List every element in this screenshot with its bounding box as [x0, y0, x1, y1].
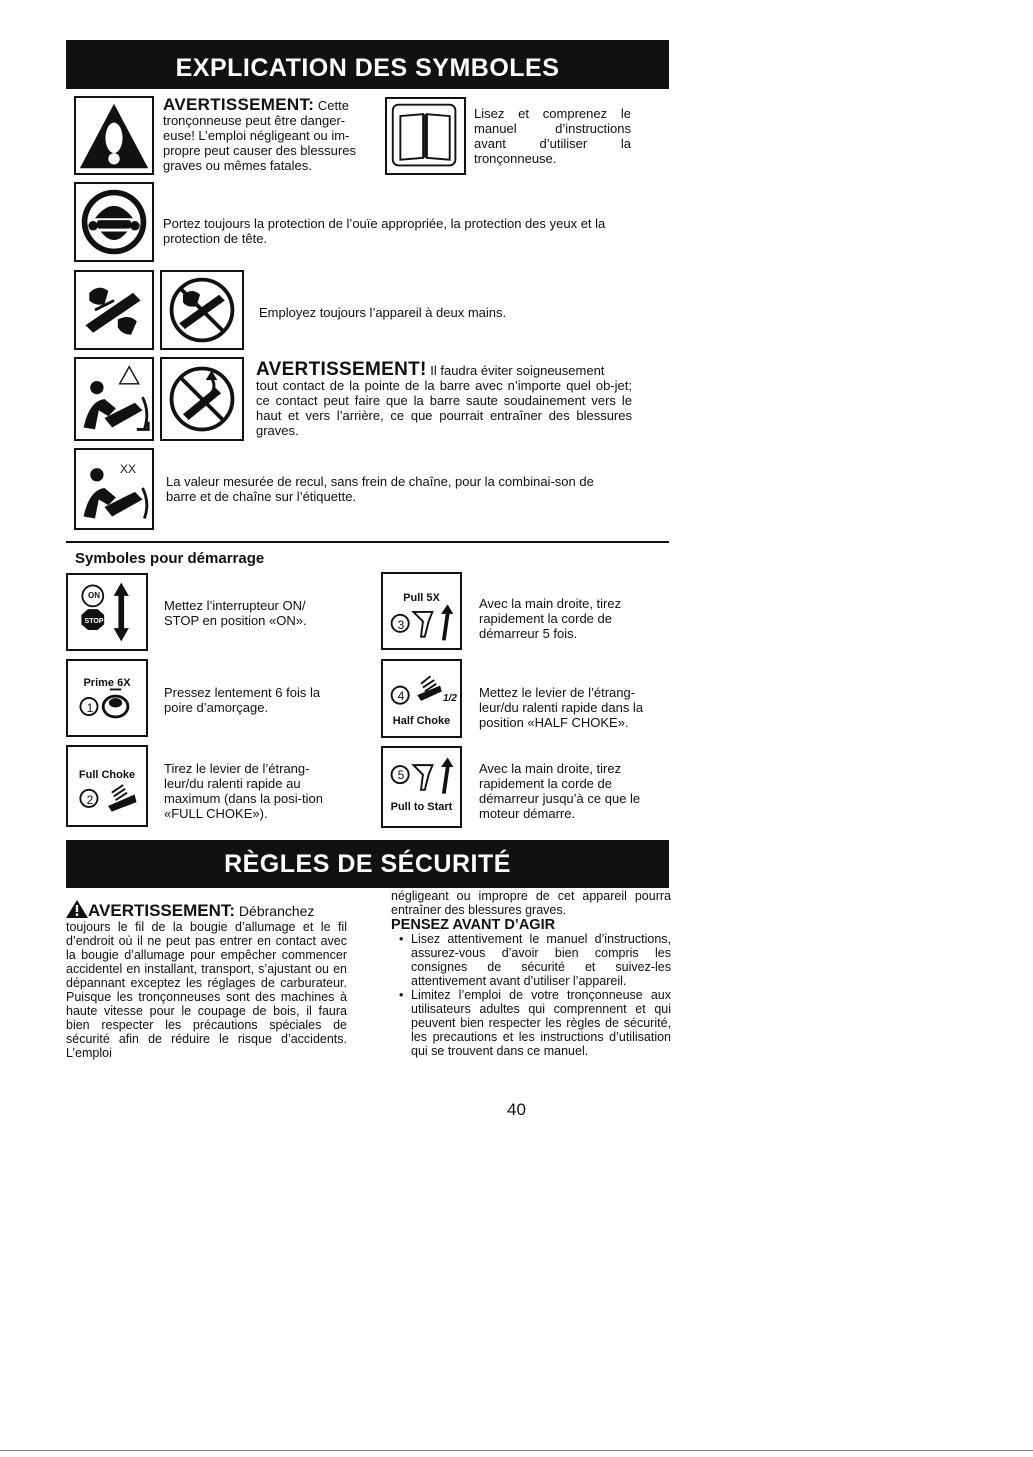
pull-5x-icon [381, 572, 462, 650]
startup-text-6: Avec la main droite, tirez rapidement la corde de démarreur jusqu’à ce que le moteur démarre. [479, 761, 641, 821]
kickback-heading: AVERTISSEMENT! [256, 359, 427, 380]
list-item: • Lisez attentivement le manuel d’instructions, assurez-vous d’avoir bien compris les consignes de sécurité et suivez-les attentivement avant d’utiliser l’appareil. [401, 932, 671, 988]
kickback-value-icon [74, 448, 154, 530]
page-number: 40 [507, 1100, 526, 1119]
safety-right-column [391, 889, 671, 1058]
pull-to-start-label: Pull to Start [390, 801, 453, 813]
one-hand-prohibited-icon [160, 270, 244, 350]
section-title-symbols: EXPLICATION DES SYMBOLES [66, 40, 669, 89]
half-choke-label: Half Choke [392, 715, 451, 727]
kickback-value-text: La valeur mesurée de recul, sans frein de chaîne, pour la combinai-son de barre et de chaîne sur l’étiquette. [166, 474, 594, 504]
startup-text-5: Mettez le levier de l’étrang-leur/du ralenti rapide dans la position «HALF CHOKE». [479, 685, 644, 730]
stop-label: STOP [84, 618, 104, 625]
full-choke-label: Full Choke [78, 769, 136, 781]
two-hands-text: Employez toujours l’appareil à deux mains. [259, 305, 507, 320]
section-divider [66, 541, 669, 543]
manual-text: Lisez et comprenez le manuel d’instructions avant d’utiliser la tronçonneuse. [474, 106, 631, 166]
manual-book-icon [385, 97, 466, 175]
startup-heading: Symboles pour démarrage [75, 550, 265, 567]
pull-to-start-icon [381, 746, 462, 828]
half-choke-icon [381, 659, 462, 738]
pull-5x-num: 3 [397, 618, 405, 632]
kickback-body: tout contact de la pointe de la barre avec n’importe quel ob-jet; ce contact peut faire que la barre saute soudainement vers le haut et vers l’arrière, ce que pourrait entraîner des blessures graves. [256, 378, 632, 438]
protection-text: Portez toujours la protection de l’ouïe appropriée, la protection des yeux et la protection de tête. [163, 216, 606, 246]
safety-right-text: négligeant ou impropre de cet appareil pourra entraîner des blessures graves. [391, 889, 671, 917]
pensez-heading: PENSEZ AVANT D’AGIR [391, 917, 556, 933]
full-choke-icon [66, 745, 148, 827]
startup-text-3: Tirez le levier de l’étrang-leur/du ralenti rapide au maximum (dans la posi-tion «FULL CHOKE»). [164, 761, 323, 821]
prime-bulb-icon [66, 659, 148, 737]
startup-text-1: Mettez l’interrupteur ON/ STOP en position «ON». [164, 598, 307, 628]
two-hands-chainsaw-icon [74, 270, 154, 350]
startup-text-2: Pressez lentement 6 fois la poire d’amorçage. [164, 685, 321, 715]
full-choke-num: 2 [86, 793, 94, 807]
warning-heading-rest: Cette [314, 98, 349, 113]
safety-bullet-list [391, 932, 671, 1058]
kickback-warning-icon [74, 357, 154, 441]
warning-heading: AVERTISSEMENT: [163, 95, 315, 114]
bar-tip-contact-prohibited-icon [160, 357, 244, 441]
pull-to-start-num: 5 [397, 768, 405, 782]
warning-small-icon [66, 900, 88, 918]
prime-label: Prime 6X [83, 677, 131, 689]
prime-num: 1 [86, 701, 94, 715]
half-choke-fraction: 1/2 [443, 693, 457, 704]
on-stop-switch-icon [66, 573, 148, 651]
warning-body: tronçonneuse peut être danger-euse! L’emploi négligeant ou im-propre peut causer des blessures graves ou mêmes fatales. [163, 113, 356, 173]
safety-gear-icon [74, 182, 154, 262]
kickback-inline: Il faudra éviter soigneusement [426, 363, 605, 378]
on-label: ON [88, 591, 100, 600]
list-item: • Limitez l’emploi de votre tronçonneuse aux utilisateurs adultes qui comprennent et qui peuvent bien respecter les règles de sécurité, les precautions et les instructions d’utilisation qui se trouvent dans ce manuel. [401, 988, 671, 1058]
half-choke-num: 4 [397, 689, 405, 703]
safety-left-text: toujours le fil de la bougie d’allumage et le fil d’endroit où il ne peut pas entrer en contact avec la bougie d’allumage pour empêcher commencer accidentel en installant, transport, s’ajustant ou en dépannant exceptez les réglages de carburateur. Puisque les tronçonneuses sont des machines à haute vitesse pour le coupage de bois, il faura bien respecter les précautions spéciales de sécurité afin de réduire le risque d’accidents. L’emploi [66, 920, 347, 1060]
startup-text-4: Avec la main droite, tirez rapidement la corde de démarreur 5 fois. [479, 596, 622, 641]
section-title-safety: RÈGLES DE SÉCURITÉ [66, 840, 669, 888]
kickback-value-label: XX [120, 462, 137, 476]
safety-warning-heading: AVERTISSEMENT: [88, 901, 236, 920]
pull-5x-label: Pull 5X [403, 592, 440, 604]
warning-triangle-icon [74, 96, 154, 175]
page-edge-line [0, 1450, 1033, 1451]
safety-left-column [66, 900, 347, 1060]
safety-warning-rest: Débranchez [235, 903, 315, 919]
